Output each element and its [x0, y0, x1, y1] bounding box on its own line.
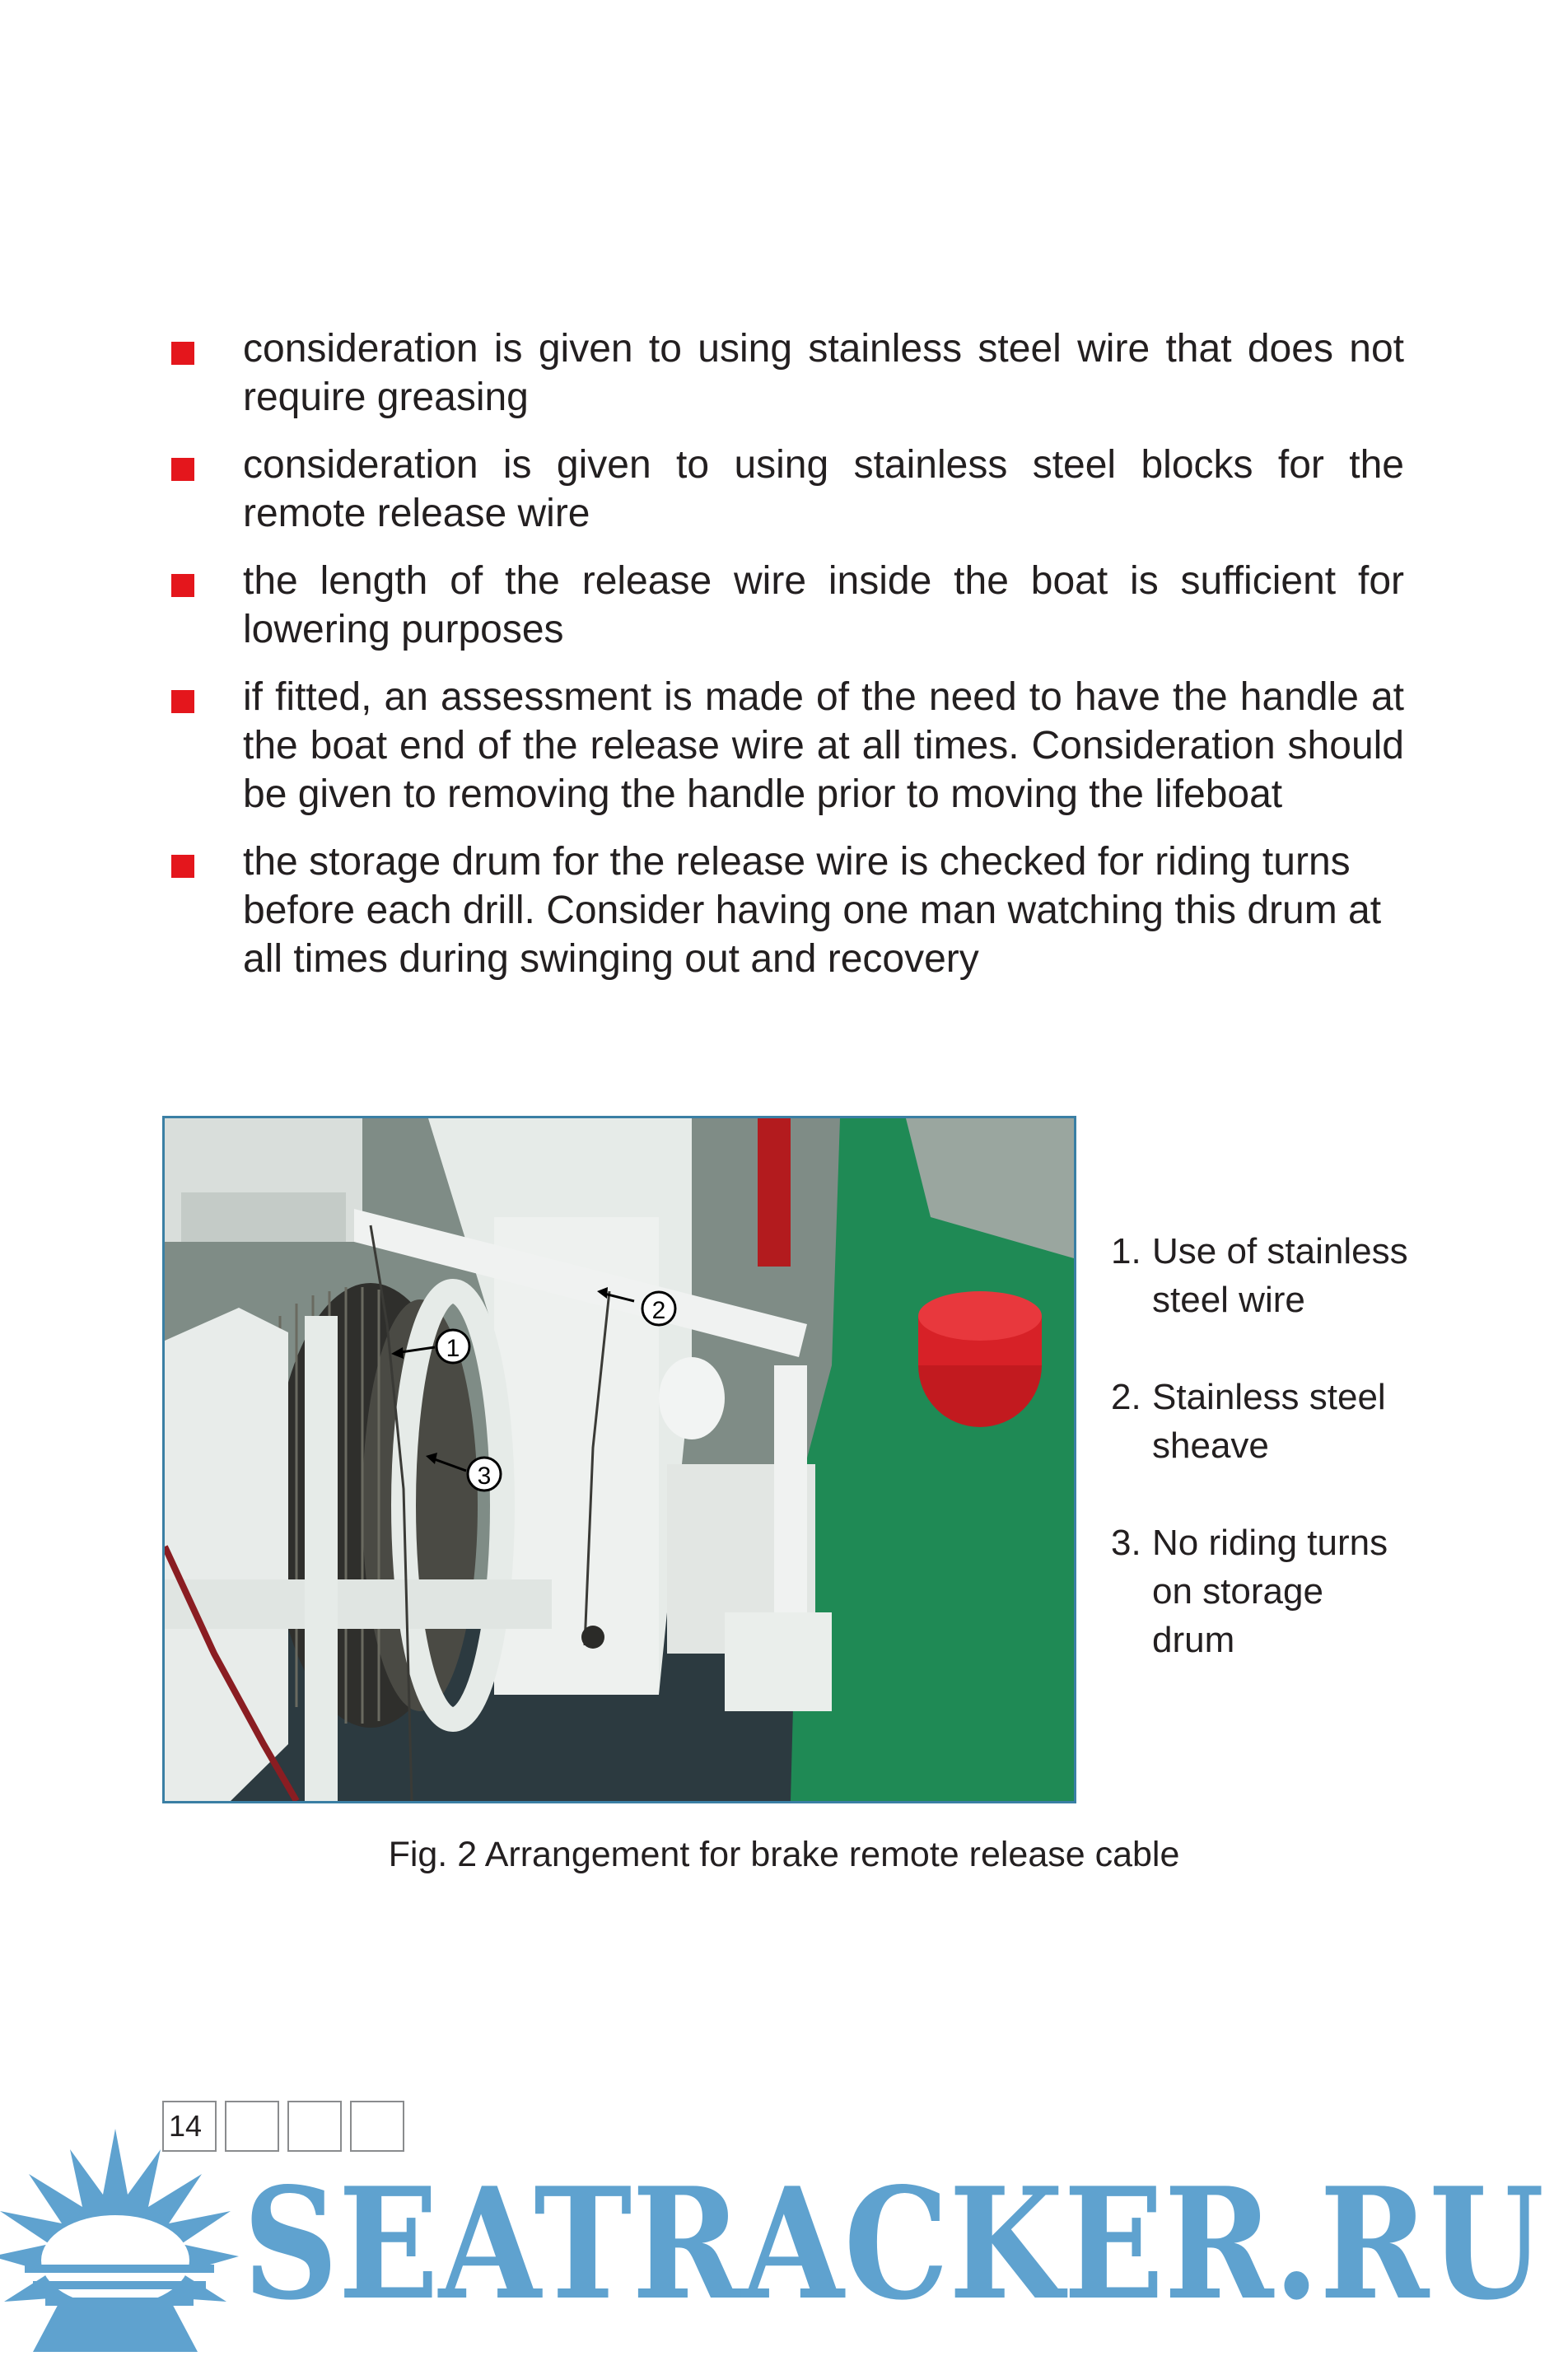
legend-item: 3. No riding turns on storage drum — [1111, 1523, 1388, 1660]
bullet-item: if fitted, an assessment is made of the need to have the handle at the boat end of the release wire at all times. Consideration should be given to removing the handle prior to moving the lifeboat — [169, 673, 1404, 819]
watermark-text: SEATRACKER.RU — [243, 2153, 1544, 2334]
bullet-square-icon — [171, 690, 194, 713]
bullet-item: the length of the release wire inside the boat is sufficient for lowering purposes — [169, 557, 1404, 654]
figure-legend — [1111, 1227, 1416, 1713]
legend-item: 1. Use of stainless steel wire — [1111, 1231, 1408, 1320]
bullet-square-icon — [171, 574, 194, 597]
legend-item: 2. Stainless steel sheave — [1111, 1377, 1386, 1466]
bullet-square-icon — [171, 458, 194, 481]
callout-1: 1 — [446, 1335, 460, 1362]
page-number: 14 — [162, 2101, 217, 2152]
callout-2: 2 — [651, 1297, 666, 1324]
bullet-item: consideration is given to using stainless steel blocks for the remote release wire — [169, 441, 1404, 538]
bullet-square-icon — [171, 855, 194, 878]
watermark-logo — [0, 2129, 1568, 2352]
bullet-list — [169, 324, 1404, 1002]
sun-logo-icon — [0, 2129, 1568, 2352]
bullet-item: the storage drum for the release wire is checked for riding turns before each drill. Consider having one man watching this drum at all times during swinging out and recovery — [169, 837, 1404, 983]
bullet-item: consideration is given to using stainless steel wire that does not require greasing — [169, 324, 1404, 422]
figure-caption: Fig. 2 Arrangement for brake remote release cable — [388, 1835, 1180, 1874]
winch-illustration — [165, 1118, 1074, 1801]
winch-photo — [162, 1116, 1076, 1803]
callout-3: 3 — [477, 1463, 492, 1490]
bullet-square-icon — [171, 342, 194, 365]
